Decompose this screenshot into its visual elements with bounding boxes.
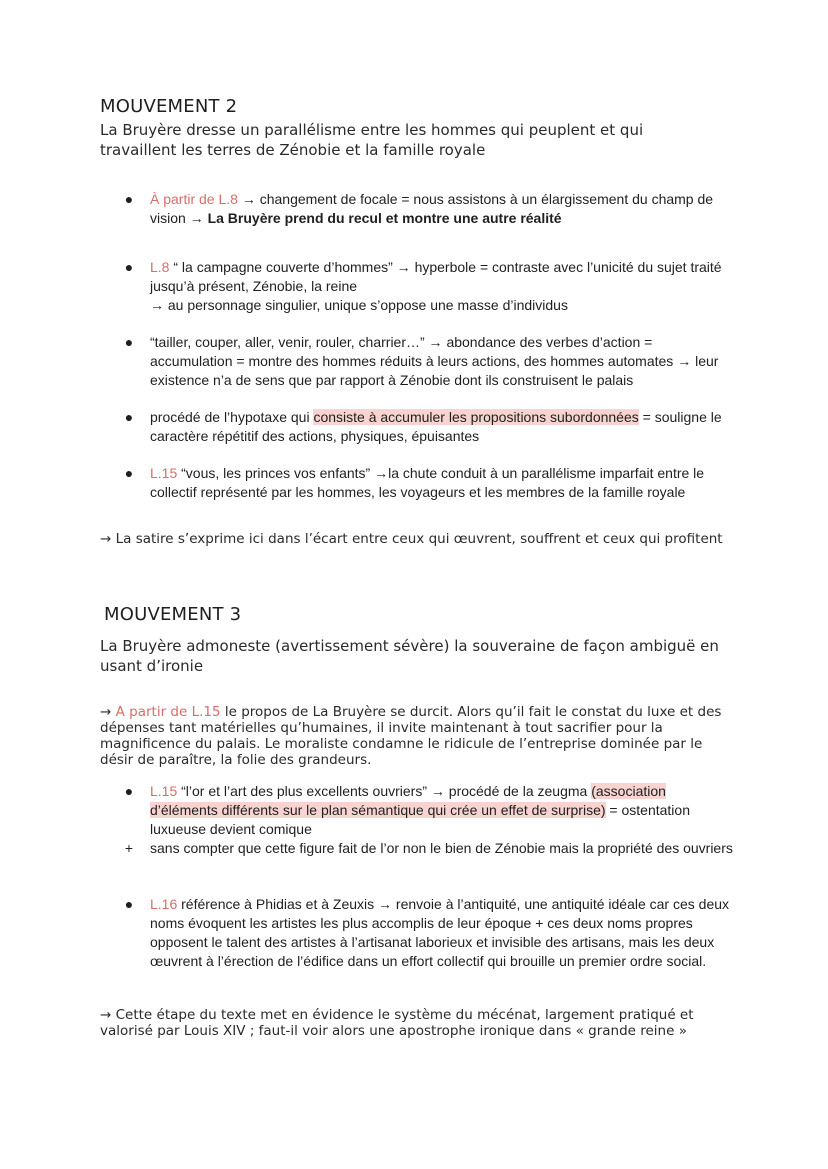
list-item [124,408,735,446]
highlighted-text: (association d’éléments différents sur le plan sémantique qui crée un effet de surprise) [150,783,666,818]
list-item [124,839,735,858]
list-item-text: “tailler, couper, aller, venir, rouler, charrier…” → abondance des verbes d’action = accumulation = montre des hommes réduits à leurs actions, des hommes automates → leur existence n’a de sens que par rapport à Zénobie dont ils construisent le palais [150,334,719,388]
line-reference: L.16 [150,896,178,912]
bullet-icon: ● [124,334,134,350]
section-subtitle-mouvement-2: La Bruyère dresse un parallélisme entre les hommes qui peuplent et qui travaillent les terres de Zénobie et la famille royale [100,121,644,159]
list-item-text-continuation: → au personnage singulier, unique s’oppose une masse d’individus [150,297,568,313]
list-item-text: procédé de l’hypotaxe qui [150,409,314,425]
line-reference: À partir de L.8 [150,191,238,207]
list-item-text: sans compter que cette figure fait de l’or non le bien de Zénobie mais la propriété des ouvriers [150,840,733,856]
plus-icon: + [124,840,134,856]
list-item [124,895,735,971]
list-item-text: “l’or et l’art des plus excellents ouvriers” → procédé de la zeugma [177,783,592,799]
bullet-icon: ● [124,409,134,425]
mouvement-2-conclusion: → La satire s’exprime ici dans l’écart entre ceux qui œuvrent, souffrent et ceux qui profitent [100,531,723,547]
line-reference: L.15 [150,465,178,481]
list-item [124,190,735,228]
list-item-text: → changement de focale = nous assistons à un élargissement du champ de vision → [150,191,714,226]
bullet-icon: ● [124,465,134,481]
list-item-text: “vous, les princes vos enfants” →la chute conduit à un parallélisme imparfait entre le collectif représenté par les hommes, les voyageurs et les membres de la famille royale [150,465,705,500]
paragraph-text: le propos de La Bruyère se durcit. Alors qu’il fait le constat du luxe et des dépenses tant matérielles qu’humaines, il invite maintenant à tout sacrifier pour la magnificence du palais. Le moraliste condamne le ridicule de l’entreprise dominée par le désir de paraître, la folie des grandeurs. [100,704,722,768]
list-item-text: = souligne le caractère répétitif des actions, physiques, épuisantes [150,409,722,444]
bullet-icon: ● [124,896,134,912]
highlighted-text: consiste à accumuler les propositions subordonnées [313,409,639,425]
list-item-text: référence à Phidias et à Zeuxis → renvoie à l’antiquité, une antiquité idéale car ces deux noms évoquent les artistes les plus accomplis de leur époque + ces deux noms propres opposent le talent des artistes à l’artisanat laborieux et invisible des artisans, mais les deux œuvrent à l’érection de l’édifice dans un effort collectif qui brouille un premier ordre social. [150,896,730,969]
section-subtitle-mouvement-3: La Bruyère admoneste (avertissement sévère) la souveraine de façon ambiguë en usant d’ironie [100,637,719,675]
mouvement-3-intro-paragraph [100,704,725,768]
list-item-text: “ la campagne couverte d’hommes” → hyperbole = contraste avec l’unicité du sujet traité jusqu’à présent, Zénobie, la reine [150,259,722,294]
list-item-bold-text: La Bruyère prend du recul et montre une autre réalité [207,210,562,226]
list-item-text: = ostentation luxueuse devient comique [150,802,690,837]
arrow-text: → [100,704,116,720]
bullet-icon: ● [124,783,134,799]
bullet-icon: ● [124,191,134,207]
mouvement-3-conclusion: → Cette étape du texte met en évidence le système du mécénat, largement pratiqué et valorisé par Louis XIV ; faut-il voir alors une apostrophe ironique dans « grande reine » [100,1007,694,1039]
list-item [124,464,735,502]
line-reference: A partir de L.15 [115,704,221,720]
line-reference: L.15 [150,783,178,799]
list-item [124,333,735,390]
list-item [124,258,735,315]
section-title-mouvement-3: MOUVEMENT 3 [104,604,242,625]
line-reference: L.8 [150,259,170,275]
section-title-mouvement-2: MOUVEMENT 2 [100,96,238,117]
bullet-icon: ● [124,259,134,275]
list-item [124,782,735,839]
